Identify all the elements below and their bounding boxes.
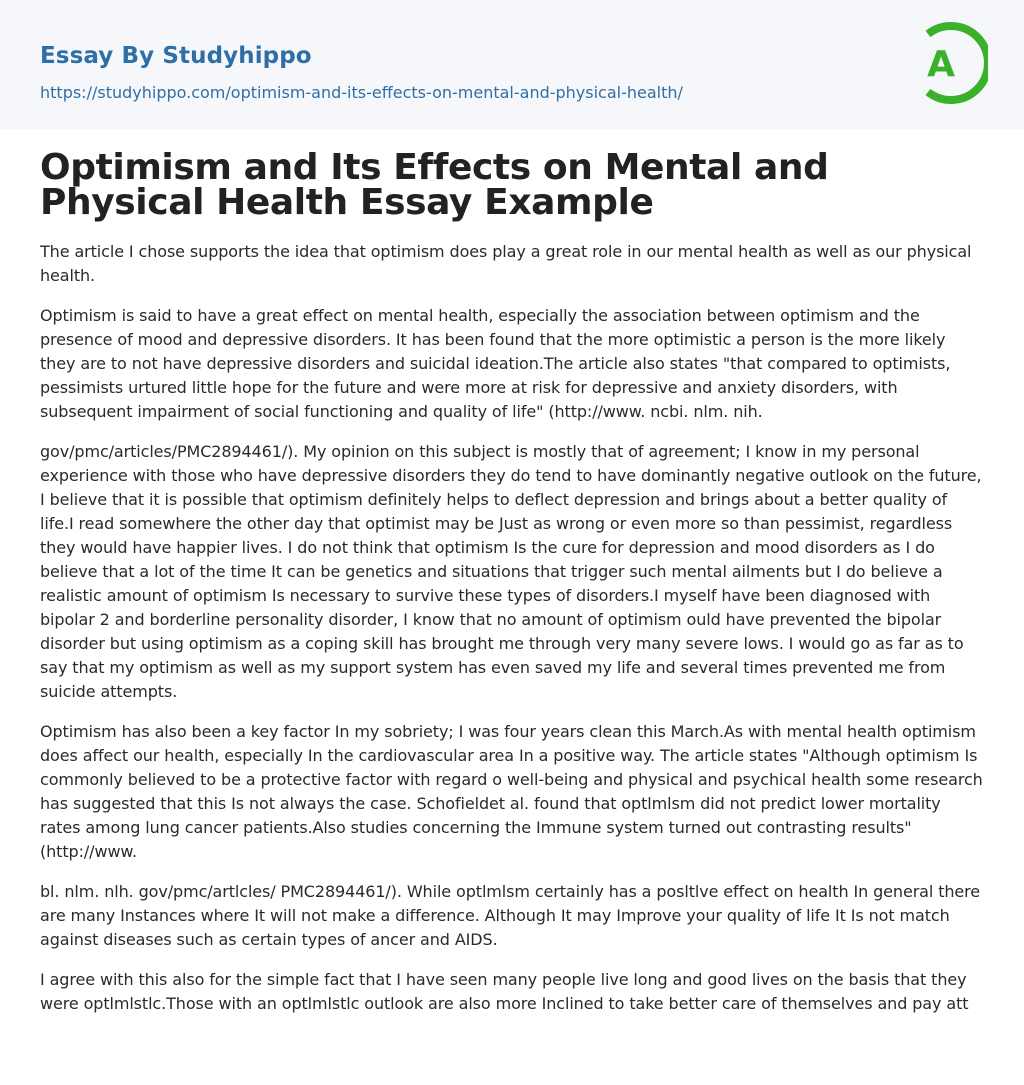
paragraph-2: Optimism is said to have a great effect on mental health, especially the association between optimism and the presence of mood and depressive disorders. It has been found that the more optimistic a person is the more likely they are to not have depressive disorders and suicidal ideation.The article also states "that compared to optimists, pessimists urtured little hope for the future and were more at risk for depressive and anxiety disorders, with subsequent impairment of social functioning and quality of life" (http://www. ncbi. nlm. nih. bbox=[40, 306, 951, 421]
studyhippo-logo-icon[interactable] bbox=[900, 19, 988, 107]
paragraph-1: The article I chose supports the idea that optimism does play a great role in our mental health as well as our physical health. bbox=[40, 242, 972, 285]
logo-letter: A bbox=[927, 44, 955, 85]
paragraph-4: Optimism has also been a key factor In my sobriety; I was four years clean this March.As with mental health optimism does affect our health, especially In the cardiovascular area In a positive way. The article states "Although optimism Is commonly believed to be a protective factor with regard o well-being and physical and psychical health some research has suggested that this Is not always the case. Schofieldet al. found that optlmlsm did not predict lower mortality rates among lung cancer patients.Also studies concerning the Immune system turned out contrasting results" (http://www. bbox=[40, 722, 983, 861]
page-title: Optimism and Its Effects on Mental and Physical Health Essay Example bbox=[40, 147, 829, 223]
site-title[interactable]: Essay By Studyhippo bbox=[40, 43, 312, 69]
paragraph-5: bl. nlm. nlh. gov/pmc/artlcles/ PMC2894461/). While optlmlsm certainly has a posltlve effect on health In general there are many Instances where It will not make a difference. Although It may Improve your quality of life It Is not match against diseases such as certain types of ancer and AIDS. bbox=[40, 882, 981, 949]
article bbox=[0, 147, 1024, 1016]
paragraph-3: gov/pmc/articles/PMC2894461/). My opinion on this subject is mostly that of agreement; I know in my personal experience with those who have depressive disorders they do tend to have dominantly negative outlook on the future, I believe that it is possible that optimism definitely helps to deflect depression and brings about a better quality of life.I read somewhere the other day that optimist may be Just as wrong or even more so than pessimist, regardless they would have happier lives. I do not think that optimism Is the cure for depression and mood disorders as I do believe that a lot of the time It can be genetics and situations that trigger such mental ailments but I do believe a realistic amount of optimism Is necessary to survive these types of disorders.I myself have been diagnosed with bipolar 2 and borderline personality disorder, I know that no amount of optimism ould have prevented the bipolar disorder but using optimism as a coping skill has brought me through very many severe lows. I would go as far as to say that my optimism as well as my support system has even saved my life and several times prevented me from suicide attempts. bbox=[40, 442, 982, 701]
site-header bbox=[0, 0, 1024, 129]
paragraph-6: I agree with this also for the simple fact that I have seen many people live long and good lives on the basis that they were optlmlstlc.Those with an optlmlstlc outlook are also more Inclined to take better care of themselves and pay att bbox=[40, 970, 969, 1013]
source-url-link[interactable]: https://studyhippo.com/optimism-and-its-effects-on-mental-and-physical-health/ bbox=[40, 83, 683, 102]
